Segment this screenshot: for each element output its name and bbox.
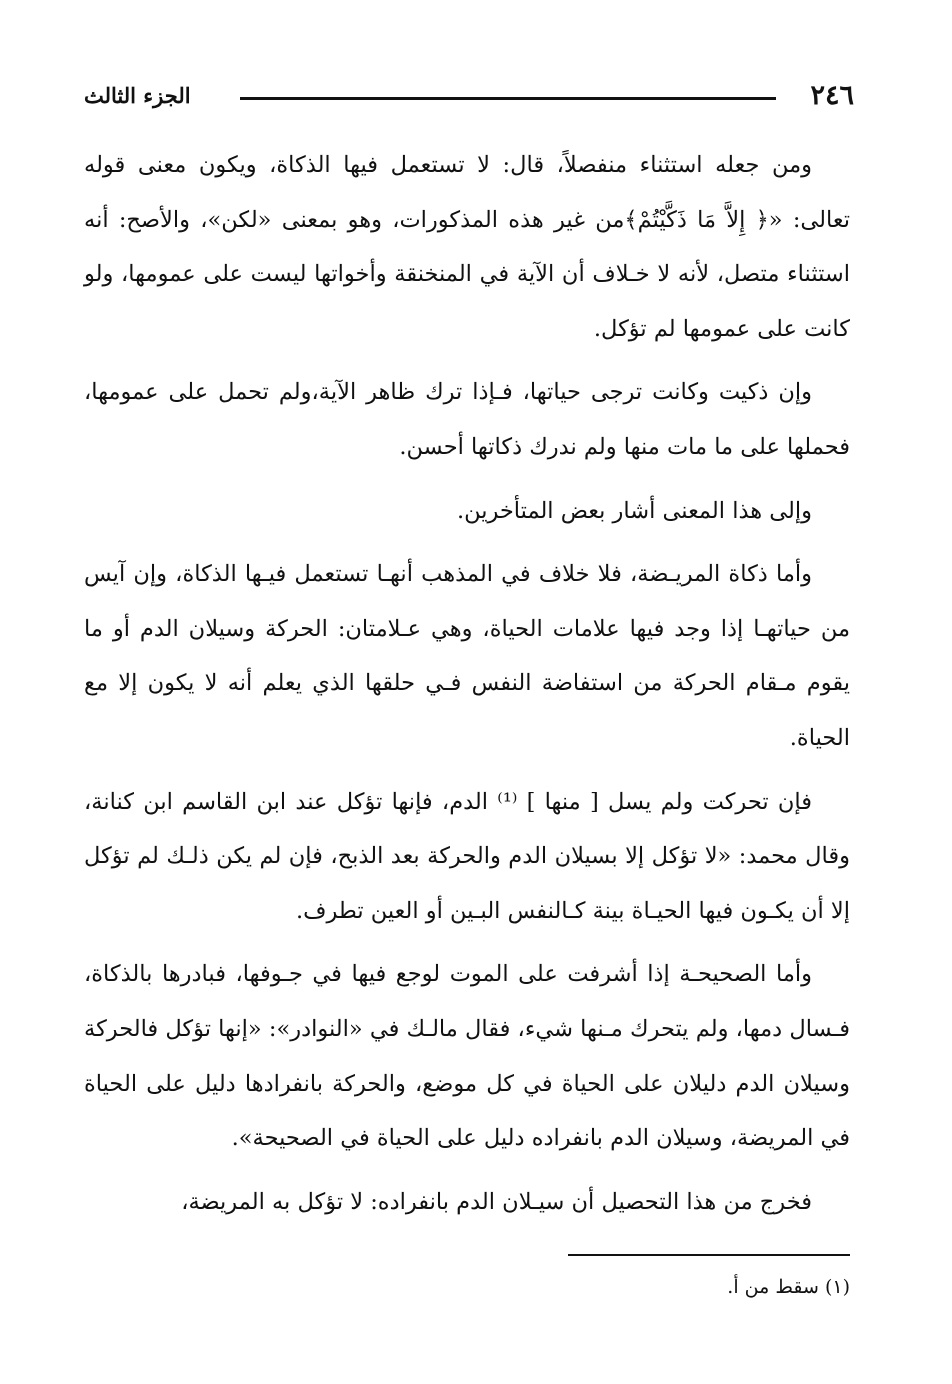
paragraph: فخرج من هذا التحصيل أن سيـلان الدم بانفراده: لا تؤكل به المريضة، <box>181 1188 812 1215</box>
paragraph: فإن تحركت ولم يسل [ منها ] ⁽¹⁾ الدم، فإنها تؤكل عند ابن القاسم ابن كنانة، وقال محمد: «لا تؤكل إلا بسيلان الدم والحركة بعد الذبح، فإن لم يكن ذلـك لم تؤكل إلا أن يكـون فيها الحيـاة بينة كـالنفس البـين أو العين تطرف. <box>84 788 850 924</box>
page-header <box>84 78 854 118</box>
footnote: (١) سقط من أ. <box>727 1276 850 1298</box>
paragraph: وإن ذكيت وكانت ترجى حياتها، فـإذا ترك ظاهر الآية،ولم تحمل على عمومها، فحملها على ما مات منها ولم ندرك ذكاتها أحسن. <box>84 379 850 460</box>
paragraph: وإلى هذا المعنى أشار بعض المتأخرين. <box>456 497 812 524</box>
paragraph: وأما ذكاة المريـضة، فلا خلاف في المذهب أنهـا تستعمل فيـها الذكاة، وإن آيس من حياتهـا إذا وجد فيها علامات الحياة، وهي عـلامتان: الحركة وسيلان الدم أو ما يقوم مـقام الحركة من استفاضة النفس فـي حلقها الذي يعلم أنه لا يكون إلا مع الحياة. <box>84 561 850 751</box>
main-text <box>84 138 850 1238</box>
paragraph: وأما الصحيحـة إذا أشرفت على الموت لوجع فيها في جـوفها، فبادرها بالذكاة، فـسال دمها، ولم يتحرك مـنها شيء، فقال مالـك في «النوادر»: «إنها تؤكل فالحركة وسيلان الدم دليلان على الحياة في كل موضع، والحركة بانفرادها دليل على الحياة في المريضة، وسيلان الدم بانفراده دليل على الحياة في الصحيحة». <box>84 961 850 1152</box>
header-rule <box>240 97 776 100</box>
paragraph: ومن جعله استثناء منفصلاً، قال: لا تستعمل فيها الذكاة، ويكون معنى قوله تعالى: «﴿ إِلاَّ مَا ذَكَّيْتُمْ﴾من غير هذه المذكورات، وهو بمعنى «لكن»، والأصح: أنه استثناء متصل، لأنه لا خـلاف أن الآية في المنخنقة وأخواتها ليست على عمومها، ولو كانت على عمومها لم تؤكل. <box>84 152 850 342</box>
footnote-separator <box>568 1254 850 1256</box>
volume-title: الجزء الثالث <box>84 83 191 108</box>
page-number: ٢٤٦ <box>810 80 854 111</box>
footnotes <box>450 1270 850 1304</box>
